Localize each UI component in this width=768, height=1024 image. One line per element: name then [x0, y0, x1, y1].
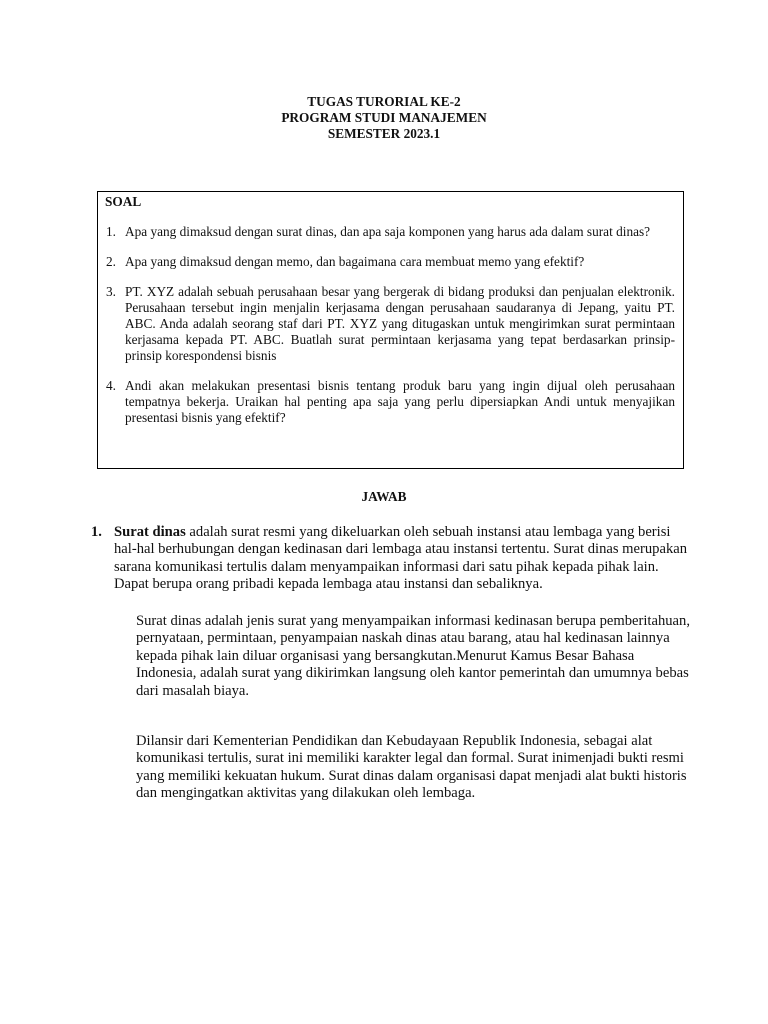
answer-paragraph: Dilansir dari Kementerian Pendidikan dan Kebudayaan Republik Indonesia, sebagai alat komunikasi tertulis, surat ini memiliki karakter legal dan formal. Surat inimenjadi bukti resmi yang memiliki kekuatan hukum. Surat dinas dalam organisasi dapat menjadi alat bukti historis dan mengingatkan aktivitas yang dilakukan oleh lembaga.: [136, 733, 687, 802]
answer-row: [91, 524, 691, 594]
answer-number: 1.: [91, 524, 102, 540]
question-text: Apa yang dimaksud dengan memo, dan bagaimana cara membuat memo yang efektif?: [125, 254, 585, 269]
question-text: Andi akan melakukan presentasi bisnis tentang produk baru yang ingin dijual oleh perusahaan tempatnya bekerja. Uraikan hal penting apa saja yang perlu dipersiapkan Andi untuk menyajikan presentasi bisnis yang efektif?: [125, 378, 675, 425]
answer-paragraph: Surat dinas adalah jenis surat yang menyampaikan informasi kedinasan berupa pemberitahuan, pernyataan, permintaan, penyampaian naskah dinas atau barang, atau hal kedinasan lainnya kepada pihak lain diluar organisasi yang bersangkutan.Menurut Kamus Besar Bahasa Indonesia, adalah surat yang dikirimkan langsung oleh kantor pemerintah dan umumnya bebas dari masalah biaya.: [136, 613, 690, 699]
question-number: 2.: [106, 254, 116, 269]
question-text: Apa yang dimaksud dengan surat dinas, dan apa saja komponen yang harus ada dalam surat dinas?: [125, 224, 651, 239]
answer-lead-term: Surat dinas: [114, 524, 186, 540]
question-item: [105, 254, 675, 270]
header-program: PROGRAM STUDI MANAJEMEN: [281, 110, 487, 125]
question-item: [105, 284, 675, 364]
question-text: PT. XYZ adalah sebuah perusahaan besar yang bergerak di bidang produksi dan penjualan elektronik. Perusahaan tersebut ingin menjalin kerjasama dengan perusahaan saudaranya di Jepang, yaitu PT. ABC. Anda adalah seorang staf dari PT. XYZ yang ditugaskan untuk mengirimkan surat permintaan kerjasama kepada PT. ABC. Buatlah surat permintaan kerjasama yang tepat berdasarkan prinsip-prinsip korespondensi bisnis: [125, 284, 675, 363]
header-semester: SEMESTER 2023.1: [327, 126, 441, 141]
header-title: TUGAS TURORIAL KE-2: [307, 94, 461, 109]
document-header: [0, 94, 768, 142]
question-number: 4.: [106, 378, 116, 393]
answer-body: [114, 524, 691, 594]
question-item: [105, 224, 675, 240]
soal-title: SOAL: [105, 194, 142, 209]
answer-1: [91, 524, 691, 594]
question-item: [105, 378, 675, 426]
question-number: 1.: [106, 224, 116, 239]
jawab-title: JAWAB: [361, 489, 407, 504]
answer-text: adalah surat resmi yang dikeluarkan oleh sebuah instansi atau lembaga yang berisi hal-hal berhubungan dengan kedinasan dari lembaga atau instansi tertentu. Surat dinas merupakan sarana komunikasi tertulis dalam menyampaikan informasi dari satu pihak kepada pihak lain. Dapat berupa orang pribadi kepada lembaga atau instansi dan sebaliknya.: [114, 524, 688, 593]
question-number: 3.: [106, 284, 116, 299]
soal-box: [97, 191, 684, 469]
